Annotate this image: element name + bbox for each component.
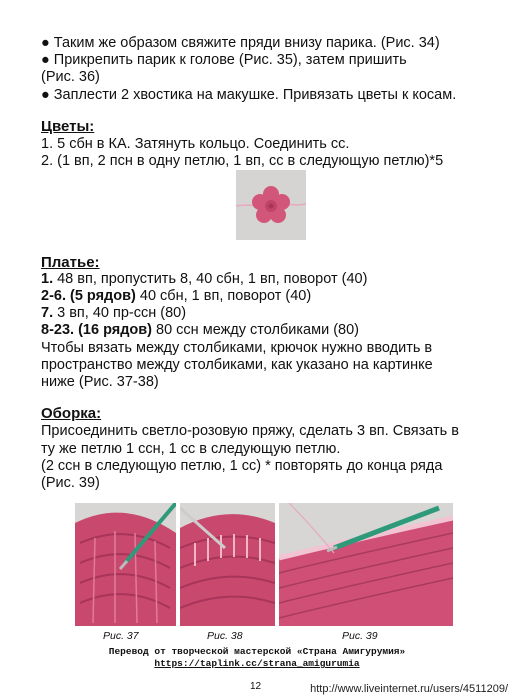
dress-row-3 bbox=[41, 304, 186, 322]
dress-row-3-text: 3 вп, 40 пр-ссн (80) bbox=[53, 305, 187, 321]
intro-line-1: ● Таким же образом свяжите пряди внизу парика. (Рис. 34) bbox=[41, 35, 440, 51]
dress-row-1-text: 48 вп, пропустить 8, 40 сбн, 1 вп, поворот (40) bbox=[53, 271, 368, 287]
ruffle-line-2: ту же петлю 1 ссн, 1 сс в следующую петлю. bbox=[41, 441, 341, 457]
dress-row-4-text: 80 ссн между столбиками (80) bbox=[152, 322, 359, 338]
ruffle-line-4: (Рис. 39) bbox=[41, 475, 100, 491]
dress-row-3-number: 7. bbox=[41, 305, 54, 321]
dress-heading: Платье: bbox=[41, 254, 100, 271]
flower-photo bbox=[236, 170, 306, 240]
caption-fig-38: Рис. 38 bbox=[207, 630, 243, 642]
photo-fig-39 bbox=[279, 503, 453, 626]
credit-line: Перевод от творческой мастерской «Страна Амигурумия» bbox=[108, 646, 406, 657]
dress-row-1 bbox=[41, 270, 367, 288]
dress-row-4 bbox=[41, 321, 359, 339]
dress-row-1-number: 1. bbox=[41, 271, 54, 287]
dress-row-2 bbox=[41, 287, 311, 305]
ruffle-heading: Оборка: bbox=[41, 405, 102, 422]
flowers-heading: Цветы: bbox=[41, 118, 95, 135]
caption-fig-39: Рис. 39 bbox=[342, 630, 378, 642]
photo-fig-38 bbox=[180, 503, 275, 626]
flowers-step-2: 2. (1 вп, 2 псн в одну петлю, 1 вп, сс в следующую петлю)*5 bbox=[41, 153, 444, 169]
page-number: 12 bbox=[250, 681, 262, 692]
caption-fig-37: Рис. 37 bbox=[103, 630, 139, 642]
flowers-step-1: 1. 5 сбн в КА. Затянуть кольцо. Соединить сс. bbox=[41, 136, 350, 152]
dress-row-2-text: 40 сбн, 1 вп, поворот (40) bbox=[135, 288, 312, 304]
intro-line-2: ● Прикрепить парик к голове (Рис. 35), затем пришить bbox=[41, 52, 407, 68]
dress-row-2-number: 2-6. (5 рядов) bbox=[41, 288, 136, 304]
ruffle-line-1: Присоединить светло-розовую пряжу, сделать 3 вп. Связать в bbox=[41, 423, 459, 439]
dress-note-1: Чтобы вязать между столбиками, крючок нужно вводить в bbox=[41, 340, 433, 356]
watermark-url: http://www.liveinternet.ru/users/4511209/ bbox=[310, 683, 508, 695]
credit-link[interactable]: https://taplink.cc/strana_amigurumia bbox=[154, 658, 360, 669]
intro-line-4: ● Заплести 2 хвостика на макушке. Привязать цветы к косам. bbox=[41, 87, 457, 103]
photo-fig-37 bbox=[75, 503, 176, 626]
dress-note-2: пространство между столбиками, как указано на картинке bbox=[41, 357, 433, 373]
intro-line-3: (Рис. 36) bbox=[41, 69, 100, 85]
ruffle-line-3: (2 ссн в следующую петлю, 1 сс) * повторять до конца ряда bbox=[41, 458, 443, 474]
dress-row-4-number: 8-23. (16 рядов) bbox=[41, 322, 152, 338]
dress-note-3: ниже (Рис. 37-38) bbox=[41, 374, 159, 390]
